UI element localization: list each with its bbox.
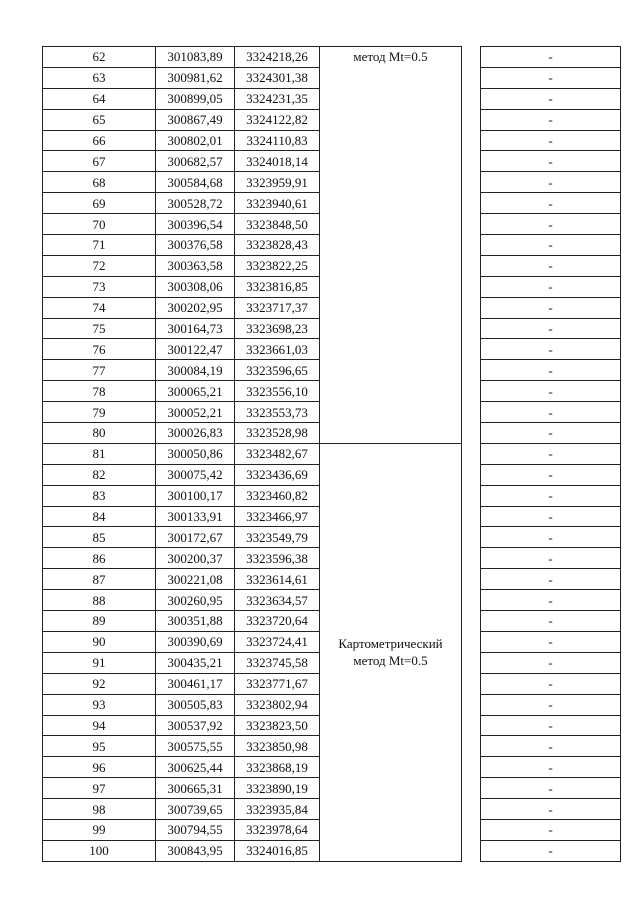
x-coordinate-cell: 300084,19	[156, 360, 235, 381]
note-cell: -	[481, 819, 621, 840]
spacer-cell	[462, 276, 481, 297]
point-number-cell: 81	[43, 443, 156, 464]
y-coordinate-cell: 3323868,19	[235, 757, 320, 778]
coordinates-table	[42, 46, 621, 862]
note-cell: -	[481, 548, 621, 569]
y-coordinate-cell: 3323460,82	[235, 485, 320, 506]
y-coordinate-cell: 3323816,85	[235, 276, 320, 297]
note-cell: -	[481, 611, 621, 632]
point-number-cell: 89	[43, 611, 156, 632]
note-cell: -	[481, 715, 621, 736]
spacer-cell	[462, 297, 481, 318]
y-coordinate-cell: 3323466,97	[235, 506, 320, 527]
y-coordinate-cell: 3323549,79	[235, 527, 320, 548]
x-coordinate-cell: 300363,58	[156, 255, 235, 276]
x-coordinate-cell: 300100,17	[156, 485, 235, 506]
point-number-cell: 63	[43, 67, 156, 88]
x-coordinate-cell: 300794,55	[156, 819, 235, 840]
spacer-cell	[462, 151, 481, 172]
spacer-cell	[462, 548, 481, 569]
point-number-cell: 70	[43, 214, 156, 235]
spacer-cell	[462, 840, 481, 861]
spacer-cell	[462, 485, 481, 506]
note-cell: -	[481, 109, 621, 130]
y-coordinate-cell: 3324231,35	[235, 88, 320, 109]
note-cell: -	[481, 88, 621, 109]
point-number-cell: 75	[43, 318, 156, 339]
point-number-cell: 79	[43, 402, 156, 423]
spacer-cell	[462, 736, 481, 757]
spacer-cell	[462, 318, 481, 339]
point-number-cell: 76	[43, 339, 156, 360]
spacer-cell	[462, 47, 481, 68]
x-coordinate-cell: 300739,65	[156, 799, 235, 820]
note-cell: -	[481, 757, 621, 778]
spacer-cell	[462, 799, 481, 820]
spacer-cell	[462, 757, 481, 778]
point-number-cell: 73	[43, 276, 156, 297]
x-coordinate-cell: 300122,47	[156, 339, 235, 360]
point-number-cell: 74	[43, 297, 156, 318]
spacer-cell	[462, 590, 481, 611]
method-cell	[320, 47, 462, 444]
y-coordinate-cell: 3323661,03	[235, 339, 320, 360]
x-coordinate-cell: 300528,72	[156, 193, 235, 214]
spacer-cell	[462, 214, 481, 235]
x-coordinate-cell: 300537,92	[156, 715, 235, 736]
x-coordinate-cell: 301083,89	[156, 47, 235, 68]
spacer-cell	[462, 339, 481, 360]
x-coordinate-cell: 300981,62	[156, 67, 235, 88]
coordinates-table-body	[43, 47, 621, 862]
point-number-cell: 96	[43, 757, 156, 778]
spacer-cell	[462, 652, 481, 673]
x-coordinate-cell: 300505,83	[156, 694, 235, 715]
spacer-cell	[462, 443, 481, 464]
note-cell: -	[481, 443, 621, 464]
spacer-cell	[462, 423, 481, 444]
note-cell: -	[481, 130, 621, 151]
point-number-cell: 64	[43, 88, 156, 109]
spacer-cell	[462, 67, 481, 88]
spacer-cell	[462, 235, 481, 256]
spacer-cell	[462, 506, 481, 527]
point-number-cell: 80	[43, 423, 156, 444]
method-cell	[320, 443, 462, 861]
y-coordinate-cell: 3323482,67	[235, 443, 320, 464]
x-coordinate-cell: 300899,05	[156, 88, 235, 109]
x-coordinate-cell: 300396,54	[156, 214, 235, 235]
x-coordinate-cell: 300376,58	[156, 235, 235, 256]
y-coordinate-cell: 3323436,69	[235, 464, 320, 485]
method-label: метод Mt=0.5	[353, 49, 428, 64]
y-coordinate-cell: 3323850,98	[235, 736, 320, 757]
x-coordinate-cell: 300075,42	[156, 464, 235, 485]
y-coordinate-cell: 3323717,37	[235, 297, 320, 318]
x-coordinate-cell: 300164,73	[156, 318, 235, 339]
note-cell: -	[481, 423, 621, 444]
y-coordinate-cell: 3323614,61	[235, 569, 320, 590]
y-coordinate-cell: 3323528,98	[235, 423, 320, 444]
note-cell: -	[481, 506, 621, 527]
spacer-cell	[462, 694, 481, 715]
y-coordinate-cell: 3323596,38	[235, 548, 320, 569]
note-cell: -	[481, 235, 621, 256]
point-number-cell: 84	[43, 506, 156, 527]
spacer-cell	[462, 778, 481, 799]
point-number-cell: 100	[43, 840, 156, 861]
y-coordinate-cell: 3323596,65	[235, 360, 320, 381]
point-number-cell: 65	[43, 109, 156, 130]
x-coordinate-cell: 300052,21	[156, 402, 235, 423]
y-coordinate-cell: 3324018,14	[235, 151, 320, 172]
x-coordinate-cell: 300221,08	[156, 569, 235, 590]
point-number-cell: 62	[43, 47, 156, 68]
spacer-cell	[462, 819, 481, 840]
point-number-cell: 66	[43, 130, 156, 151]
note-cell: -	[481, 276, 621, 297]
y-coordinate-cell: 3323771,67	[235, 673, 320, 694]
y-coordinate-cell: 3323823,50	[235, 715, 320, 736]
spacer-cell	[462, 715, 481, 736]
x-coordinate-cell: 300390,69	[156, 631, 235, 652]
point-number-cell: 67	[43, 151, 156, 172]
note-cell: -	[481, 569, 621, 590]
x-coordinate-cell: 300065,21	[156, 381, 235, 402]
x-coordinate-cell: 300665,31	[156, 778, 235, 799]
x-coordinate-cell: 300802,01	[156, 130, 235, 151]
method-label-line1: Картометрический	[338, 636, 443, 652]
x-coordinate-cell: 300867,49	[156, 109, 235, 130]
y-coordinate-cell: 3323822,25	[235, 255, 320, 276]
note-cell: -	[481, 736, 621, 757]
y-coordinate-cell: 3324122,82	[235, 109, 320, 130]
point-number-cell: 78	[43, 381, 156, 402]
y-coordinate-cell: 3323724,41	[235, 631, 320, 652]
point-number-cell: 94	[43, 715, 156, 736]
point-number-cell: 97	[43, 778, 156, 799]
note-cell: -	[481, 151, 621, 172]
point-number-cell: 69	[43, 193, 156, 214]
note-cell: -	[481, 631, 621, 652]
spacer-cell	[462, 360, 481, 381]
point-number-cell: 86	[43, 548, 156, 569]
spacer-cell	[462, 255, 481, 276]
point-number-cell: 93	[43, 694, 156, 715]
x-coordinate-cell: 300435,21	[156, 652, 235, 673]
note-cell: -	[481, 778, 621, 799]
y-coordinate-cell: 3323959,91	[235, 172, 320, 193]
note-cell: -	[481, 402, 621, 423]
point-number-cell: 85	[43, 527, 156, 548]
x-coordinate-cell: 300625,44	[156, 757, 235, 778]
x-coordinate-cell: 300843,95	[156, 840, 235, 861]
note-cell: -	[481, 214, 621, 235]
spacer-cell	[462, 109, 481, 130]
spacer-cell	[462, 527, 481, 548]
note-cell: -	[481, 840, 621, 861]
spacer-cell	[462, 631, 481, 652]
x-coordinate-cell: 300026,83	[156, 423, 235, 444]
y-coordinate-cell: 3323890,19	[235, 778, 320, 799]
note-cell: -	[481, 485, 621, 506]
x-coordinate-cell: 300260,95	[156, 590, 235, 611]
y-coordinate-cell: 3323698,23	[235, 318, 320, 339]
y-coordinate-cell: 3323828,43	[235, 235, 320, 256]
y-coordinate-cell: 3323978,64	[235, 819, 320, 840]
table-row	[43, 47, 621, 68]
note-cell: -	[481, 47, 621, 68]
x-coordinate-cell: 300200,37	[156, 548, 235, 569]
point-number-cell: 91	[43, 652, 156, 673]
note-cell: -	[481, 464, 621, 485]
note-cell: -	[481, 297, 621, 318]
point-number-cell: 87	[43, 569, 156, 590]
note-cell: -	[481, 172, 621, 193]
note-cell: -	[481, 193, 621, 214]
spacer-cell	[462, 673, 481, 694]
note-cell: -	[481, 527, 621, 548]
spacer-cell	[462, 88, 481, 109]
x-coordinate-cell: 300682,57	[156, 151, 235, 172]
note-cell: -	[481, 381, 621, 402]
note-cell: -	[481, 590, 621, 611]
y-coordinate-cell: 3323745,58	[235, 652, 320, 673]
point-number-cell: 99	[43, 819, 156, 840]
note-cell: -	[481, 255, 621, 276]
note-cell: -	[481, 67, 621, 88]
spacer-cell	[462, 193, 481, 214]
point-number-cell: 77	[43, 360, 156, 381]
x-coordinate-cell: 300172,67	[156, 527, 235, 548]
y-coordinate-cell: 3323848,50	[235, 214, 320, 235]
y-coordinate-cell: 3323802,94	[235, 694, 320, 715]
y-coordinate-cell: 3323634,57	[235, 590, 320, 611]
x-coordinate-cell: 300133,91	[156, 506, 235, 527]
spacer-cell	[462, 464, 481, 485]
point-number-cell: 83	[43, 485, 156, 506]
point-number-cell: 72	[43, 255, 156, 276]
y-coordinate-cell: 3324110,83	[235, 130, 320, 151]
note-cell: -	[481, 673, 621, 694]
x-coordinate-cell: 300584,68	[156, 172, 235, 193]
point-number-cell: 98	[43, 799, 156, 820]
y-coordinate-cell: 3324016,85	[235, 840, 320, 861]
point-number-cell: 92	[43, 673, 156, 694]
y-coordinate-cell: 3323720,64	[235, 611, 320, 632]
note-cell: -	[481, 799, 621, 820]
point-number-cell: 68	[43, 172, 156, 193]
x-coordinate-cell: 300202,95	[156, 297, 235, 318]
table-row	[43, 443, 621, 464]
point-number-cell: 88	[43, 590, 156, 611]
point-number-cell: 90	[43, 631, 156, 652]
method-label-line2: метод Mt=0.5	[353, 653, 428, 669]
point-number-cell: 95	[43, 736, 156, 757]
point-number-cell: 71	[43, 235, 156, 256]
y-coordinate-cell: 3324301,38	[235, 67, 320, 88]
y-coordinate-cell: 3323553,73	[235, 402, 320, 423]
x-coordinate-cell: 300050,86	[156, 443, 235, 464]
spacer-cell	[462, 130, 481, 151]
note-cell: -	[481, 360, 621, 381]
y-coordinate-cell: 3323935,84	[235, 799, 320, 820]
spacer-cell	[462, 402, 481, 423]
point-number-cell: 82	[43, 464, 156, 485]
x-coordinate-cell: 300575,55	[156, 736, 235, 757]
note-cell: -	[481, 318, 621, 339]
note-cell: -	[481, 339, 621, 360]
note-cell: -	[481, 652, 621, 673]
spacer-cell	[462, 172, 481, 193]
spacer-cell	[462, 611, 481, 632]
y-coordinate-cell: 3324218,26	[235, 47, 320, 68]
spacer-cell	[462, 569, 481, 590]
spacer-cell	[462, 381, 481, 402]
note-cell: -	[481, 694, 621, 715]
y-coordinate-cell: 3323556,10	[235, 381, 320, 402]
x-coordinate-cell: 300308,06	[156, 276, 235, 297]
x-coordinate-cell: 300351,88	[156, 611, 235, 632]
y-coordinate-cell: 3323940,61	[235, 193, 320, 214]
x-coordinate-cell: 300461,17	[156, 673, 235, 694]
